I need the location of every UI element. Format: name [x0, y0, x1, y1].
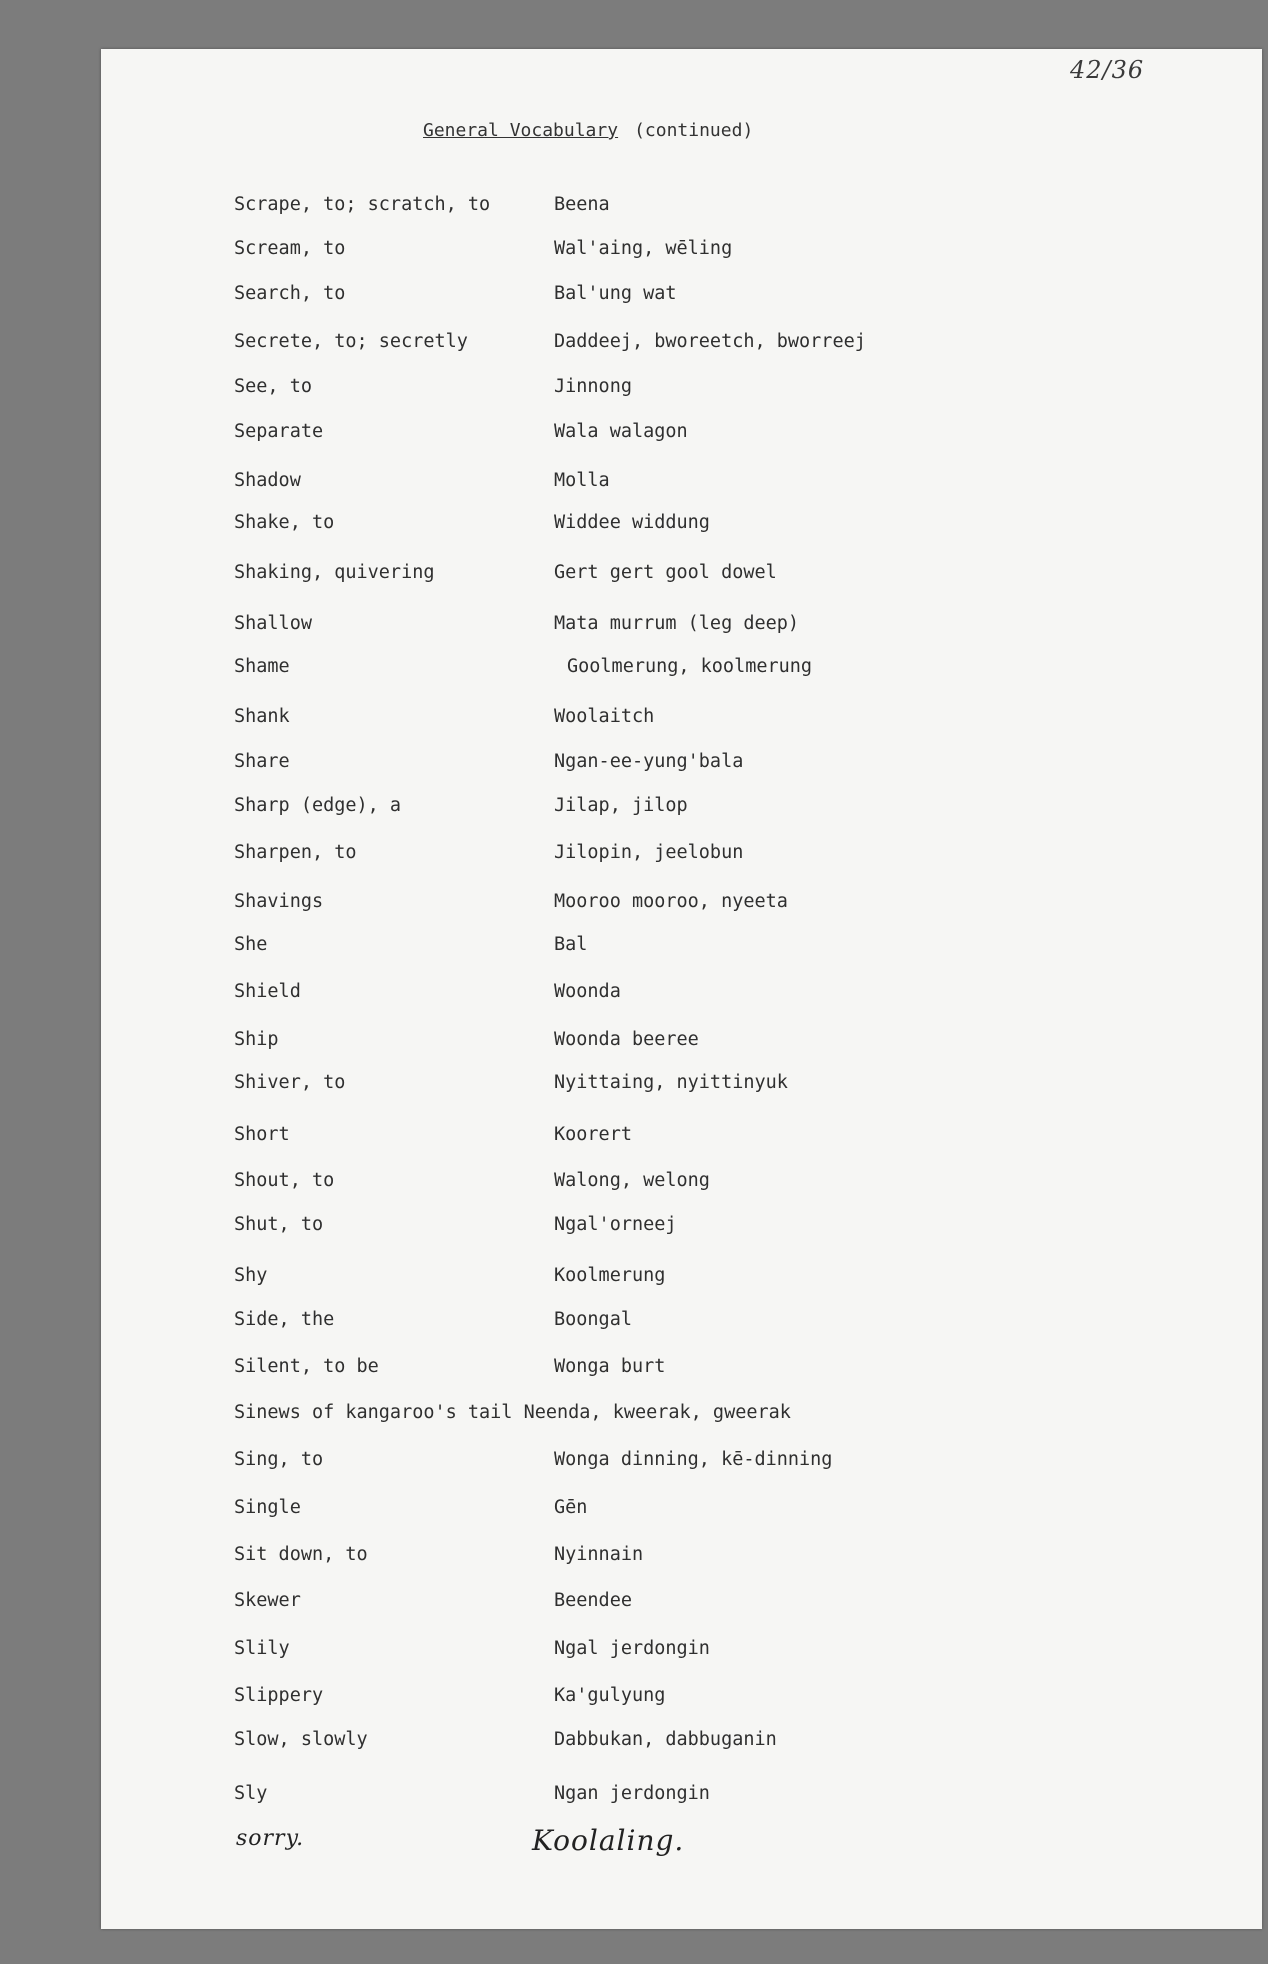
- english-term: Sharpen, to: [234, 842, 357, 863]
- english-term: See, to: [234, 376, 312, 397]
- vocab-entry: [234, 1780, 994, 1808]
- aboriginal-term: Bal'ung wat: [554, 283, 677, 304]
- english-term: Slily: [234, 1638, 290, 1659]
- vocab-entry: [234, 839, 994, 867]
- aboriginal-term: Dabbukan, dabbuganin: [554, 1729, 777, 1750]
- english-term: Secrete, to; secretly: [234, 331, 468, 352]
- aboriginal-term: Walong, welong: [554, 1170, 710, 1191]
- page-number: 42/36: [1070, 56, 1145, 84]
- aboriginal-term: Jinnong: [554, 376, 632, 397]
- aboriginal-term: Koolmerung: [554, 1265, 666, 1286]
- english-term: Sinews of kangaroo's tail Neenda, kweerak, gweerak: [234, 1402, 791, 1423]
- vocab-entry: [234, 1494, 994, 1522]
- english-term: Shut, to: [234, 1214, 324, 1235]
- vocab-entry: [234, 1587, 994, 1615]
- vocab-entry: [234, 978, 994, 1006]
- aboriginal-term: Goolmerung, koolmerung: [567, 656, 813, 677]
- vocab-entry: [234, 559, 994, 587]
- english-term: Ship: [234, 1029, 279, 1050]
- aboriginal-term: Gert gert gool dowel: [554, 562, 777, 583]
- aboriginal-term: Ngal jerdongin: [554, 1638, 710, 1659]
- vocab-entry: [234, 235, 994, 263]
- vocab-entry: [234, 1726, 994, 1754]
- vocab-entry: [234, 610, 994, 638]
- vocab-entry: [234, 1399, 994, 1427]
- vocab-entry: [234, 1682, 994, 1710]
- english-term: Single: [234, 1497, 301, 1518]
- english-term: Slow, slowly: [234, 1729, 368, 1750]
- aboriginal-term: Widdee widdung: [554, 512, 710, 533]
- english-term: Search, to: [234, 283, 346, 304]
- english-term: Sing, to: [234, 1449, 324, 1470]
- vocab-entry: [234, 373, 994, 401]
- aboriginal-term: Bal: [554, 934, 588, 955]
- vocab-entry: [234, 748, 994, 776]
- aboriginal-term: Wala walagon: [554, 421, 688, 442]
- vocab-entry: [234, 1635, 994, 1663]
- english-term: Sit down, to: [234, 1544, 368, 1565]
- vocab-entry: [234, 1121, 994, 1149]
- english-term: Shank: [234, 706, 290, 727]
- aboriginal-term: Daddeej, bworeetch, bworreej: [554, 331, 866, 352]
- aboriginal-term: Koorert: [554, 1124, 632, 1145]
- english-term: Separate: [234, 421, 324, 442]
- english-term: Short: [234, 1124, 290, 1145]
- handwritten-entry: [234, 1824, 994, 1864]
- vocab-entry: [234, 1211, 994, 1239]
- vocab-entry: [234, 1262, 994, 1290]
- english-term: Shavings: [234, 891, 324, 912]
- aboriginal-term: Nyinnain: [554, 1544, 644, 1565]
- aboriginal-term: Woonda: [554, 981, 621, 1002]
- english-term: Side, the: [234, 1309, 335, 1330]
- english-term: Skewer: [234, 1590, 301, 1611]
- aboriginal-term: Jilap, jilop: [554, 795, 688, 816]
- aboriginal-term: Wonga burt: [554, 1356, 666, 1377]
- aboriginal-term: Molla: [554, 470, 610, 491]
- english-term: Shaking, quivering: [234, 562, 435, 583]
- vocab-entry: [234, 191, 994, 219]
- vocab-entry: [234, 1353, 994, 1381]
- vocab-entry: [234, 1446, 994, 1474]
- aboriginal-term: Wal'aing, wēling: [554, 238, 733, 259]
- english-term: Sharp (edge), a: [234, 795, 402, 816]
- english-term: Silent, to be: [234, 1356, 379, 1377]
- aboriginal-term: Nyittaing, nyittinyuk: [554, 1072, 788, 1093]
- aboriginal-term: Wonga dinning, kē-dinning: [554, 1449, 833, 1470]
- vocab-entry: [234, 1541, 994, 1569]
- english-term: Shield: [234, 981, 301, 1002]
- aboriginal-term: Boongal: [554, 1309, 632, 1330]
- english-term: Shake, to: [234, 512, 335, 533]
- english-term: Scream, to: [234, 238, 346, 259]
- vocab-entry: [234, 467, 994, 495]
- aboriginal-term: Gēn: [554, 1497, 588, 1518]
- english-term: Shout, to: [234, 1170, 335, 1191]
- vocab-entry: [234, 328, 994, 356]
- vocab-entry: [234, 418, 994, 446]
- handwritten-english-term: sorry.: [236, 1826, 305, 1851]
- vocab-entry: [234, 509, 994, 537]
- aboriginal-term: Beena: [554, 194, 610, 215]
- vocab-entry: [234, 280, 994, 308]
- english-term: She: [234, 934, 268, 955]
- vocab-entry: [234, 931, 994, 959]
- vocab-entry: [234, 792, 994, 820]
- vocab-entry: [234, 888, 994, 916]
- aboriginal-term: Ngan jerdongin: [554, 1783, 710, 1804]
- vocab-entry: [234, 1306, 994, 1334]
- aboriginal-term: Woolaitch: [554, 706, 655, 727]
- aboriginal-term: Mooroo mooroo, nyeeta: [554, 891, 788, 912]
- english-term: Shallow: [234, 613, 312, 634]
- english-term: Slippery: [234, 1685, 324, 1706]
- vocabulary-list: [234, 0, 994, 1964]
- english-term: Shame: [234, 656, 290, 677]
- aboriginal-term: Ngal'orneej: [554, 1214, 677, 1235]
- english-term: Shadow: [234, 470, 301, 491]
- english-term: Shy: [234, 1265, 268, 1286]
- page-title: General Vocabulary: [423, 120, 619, 141]
- vocab-entry: [234, 1167, 994, 1195]
- vocab-entry: [234, 653, 994, 681]
- aboriginal-term: Jilopin, jeelobun: [554, 842, 744, 863]
- english-term: Share: [234, 751, 290, 772]
- page-subtitle: (continued): [634, 120, 754, 141]
- aboriginal-term: Beendee: [554, 1590, 632, 1611]
- vocab-entry: [234, 1069, 994, 1097]
- vocab-entry: [234, 1026, 994, 1054]
- aboriginal-term: Woonda beeree: [554, 1029, 699, 1050]
- english-term: Scrape, to; scratch, to: [234, 194, 491, 215]
- handwritten-aboriginal-term: Koolaling.: [532, 1824, 685, 1857]
- vocab-entry: [234, 703, 994, 731]
- aboriginal-term: Ngan-ee-yung'bala: [554, 751, 744, 772]
- english-term: Shiver, to: [234, 1072, 346, 1093]
- aboriginal-term: Ka'gulyung: [554, 1685, 666, 1706]
- aboriginal-term: Mata murrum (leg deep): [554, 613, 800, 634]
- english-term: Sly: [234, 1783, 268, 1804]
